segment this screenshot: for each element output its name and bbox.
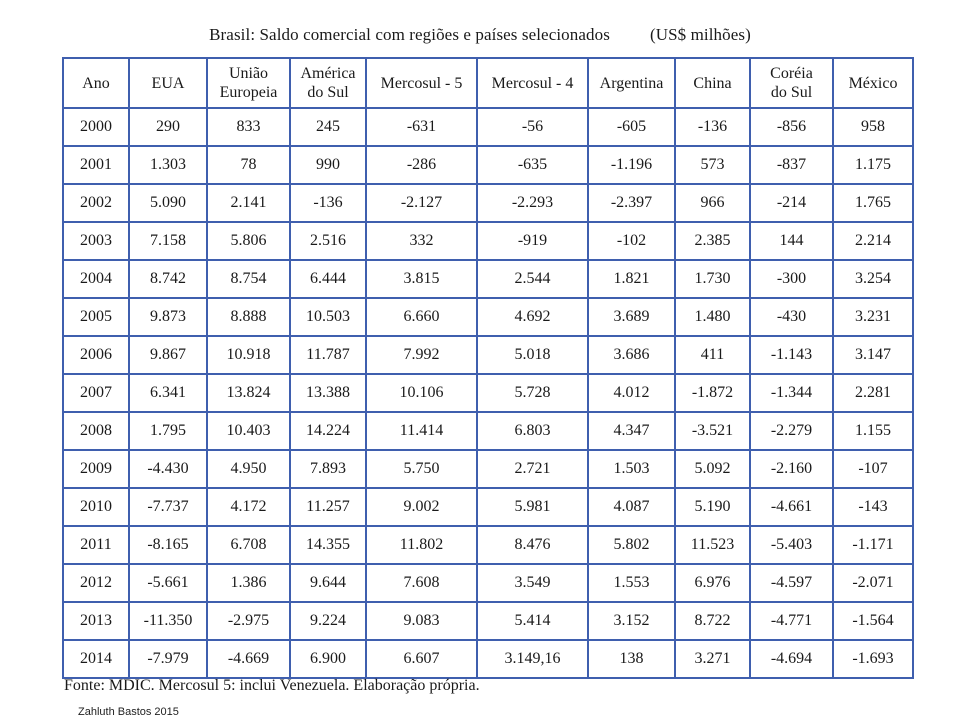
value-cell: 411 <box>675 336 750 374</box>
value-cell: 6.444 <box>290 260 366 298</box>
value-cell: 1.155 <box>833 412 913 450</box>
value-cell: 5.414 <box>477 602 588 640</box>
table-row <box>63 602 913 640</box>
value-cell: 6.708 <box>207 526 290 564</box>
value-cell: 3.549 <box>477 564 588 602</box>
value-cell: -856 <box>750 108 833 146</box>
value-cell: -1.872 <box>675 374 750 412</box>
table-row <box>63 526 913 564</box>
value-cell: -1.196 <box>588 146 675 184</box>
value-cell: 10.403 <box>207 412 290 450</box>
column-header-text: Coréia <box>770 65 813 82</box>
value-cell: -635 <box>477 146 588 184</box>
value-cell: 3.152 <box>588 602 675 640</box>
value-cell: -919 <box>477 222 588 260</box>
year-cell: 2012 <box>63 564 129 602</box>
value-cell: 2.544 <box>477 260 588 298</box>
value-cell: 6.341 <box>129 374 207 412</box>
value-cell: 7.893 <box>290 450 366 488</box>
value-cell: -837 <box>750 146 833 184</box>
value-cell: 6.660 <box>366 298 477 336</box>
value-cell: 9.083 <box>366 602 477 640</box>
value-cell: -136 <box>290 184 366 222</box>
value-cell: -5.661 <box>129 564 207 602</box>
table-row <box>63 450 913 488</box>
value-cell: 13.388 <box>290 374 366 412</box>
value-cell: 2.214 <box>833 222 913 260</box>
value-cell: -4.771 <box>750 602 833 640</box>
column-header <box>675 58 750 108</box>
year-cell: 2011 <box>63 526 129 564</box>
value-cell: 11.414 <box>366 412 477 450</box>
value-cell: 5.981 <box>477 488 588 526</box>
column-header-text: Europeia <box>219 84 278 101</box>
value-cell: 2.141 <box>207 184 290 222</box>
column-header <box>477 58 588 108</box>
year-cell: 2000 <box>63 108 129 146</box>
table-row <box>63 222 913 260</box>
value-cell: 2.281 <box>833 374 913 412</box>
value-cell: 3.815 <box>366 260 477 298</box>
year-cell: 2008 <box>63 412 129 450</box>
value-cell: 6.976 <box>675 564 750 602</box>
value-cell: 5.750 <box>366 450 477 488</box>
value-cell: -214 <box>750 184 833 222</box>
value-cell: 5.806 <box>207 222 290 260</box>
value-cell: 8.888 <box>207 298 290 336</box>
table-row <box>63 412 913 450</box>
table-row <box>63 146 913 184</box>
value-cell: -1.693 <box>833 640 913 678</box>
value-cell: 5.090 <box>129 184 207 222</box>
value-cell: -631 <box>366 108 477 146</box>
value-cell: -7.737 <box>129 488 207 526</box>
value-cell: 1.175 <box>833 146 913 184</box>
year-cell: 2010 <box>63 488 129 526</box>
value-cell: 245 <box>290 108 366 146</box>
value-cell: 1.821 <box>588 260 675 298</box>
value-cell: 11.787 <box>290 336 366 374</box>
year-cell: 2013 <box>63 602 129 640</box>
value-cell: 11.523 <box>675 526 750 564</box>
value-cell: 3.686 <box>588 336 675 374</box>
column-header <box>366 58 477 108</box>
value-cell: -2.160 <box>750 450 833 488</box>
value-cell: 290 <box>129 108 207 146</box>
value-cell: 8.722 <box>675 602 750 640</box>
value-cell: 1.480 <box>675 298 750 336</box>
value-cell: 78 <box>207 146 290 184</box>
year-cell: 2007 <box>63 374 129 412</box>
value-cell: 2.516 <box>290 222 366 260</box>
value-cell: 2.721 <box>477 450 588 488</box>
value-cell: -2.071 <box>833 564 913 602</box>
value-cell: 10.503 <box>290 298 366 336</box>
value-cell: 3.254 <box>833 260 913 298</box>
value-cell: 7.608 <box>366 564 477 602</box>
table-row <box>63 298 913 336</box>
value-cell: 4.087 <box>588 488 675 526</box>
value-cell: -2.279 <box>750 412 833 450</box>
value-cell: -1.564 <box>833 602 913 640</box>
value-cell: 13.824 <box>207 374 290 412</box>
column-header-text: Mercosul - 5 <box>380 74 463 92</box>
value-cell: 9.867 <box>129 336 207 374</box>
value-cell: 138 <box>588 640 675 678</box>
value-cell: 1.303 <box>129 146 207 184</box>
table-row <box>63 336 913 374</box>
table-row <box>63 184 913 222</box>
value-cell: -7.979 <box>129 640 207 678</box>
value-cell: -300 <box>750 260 833 298</box>
value-cell: 4.950 <box>207 450 290 488</box>
column-header-text: Ano <box>82 74 110 92</box>
year-cell: 2004 <box>63 260 129 298</box>
year-cell: 2014 <box>63 640 129 678</box>
value-cell: 6.900 <box>290 640 366 678</box>
value-cell: -4.694 <box>750 640 833 678</box>
value-cell: 1.795 <box>129 412 207 450</box>
value-cell: -1.171 <box>833 526 913 564</box>
value-cell: 144 <box>750 222 833 260</box>
table-row <box>63 260 913 298</box>
value-cell: -102 <box>588 222 675 260</box>
value-cell: 10.106 <box>366 374 477 412</box>
value-cell: -56 <box>477 108 588 146</box>
title-main: Brasil: Saldo comercial com regiões e países selecionados <box>209 25 610 44</box>
year-cell: 2001 <box>63 146 129 184</box>
column-header-text: União <box>228 65 269 82</box>
table-header-row <box>63 58 913 108</box>
value-cell: 5.092 <box>675 450 750 488</box>
value-cell: 4.172 <box>207 488 290 526</box>
value-cell: 8.754 <box>207 260 290 298</box>
value-cell: 14.355 <box>290 526 366 564</box>
column-header <box>750 58 833 108</box>
value-cell: -1.143 <box>750 336 833 374</box>
value-cell: 3.231 <box>833 298 913 336</box>
column-header <box>833 58 913 108</box>
value-cell: -3.521 <box>675 412 750 450</box>
column-header-text: América <box>300 65 356 82</box>
value-cell: 833 <box>207 108 290 146</box>
value-cell: 958 <box>833 108 913 146</box>
value-cell: 1.386 <box>207 564 290 602</box>
value-cell: -11.350 <box>129 602 207 640</box>
column-header-text: China <box>693 74 732 92</box>
column-header-text: México <box>848 74 898 92</box>
value-cell: 7.158 <box>129 222 207 260</box>
value-cell: -2.397 <box>588 184 675 222</box>
value-cell: -2.975 <box>207 602 290 640</box>
table-row <box>63 640 913 678</box>
year-cell: 2009 <box>63 450 129 488</box>
column-header-text: Argentina <box>599 74 664 92</box>
value-cell: -2.127 <box>366 184 477 222</box>
value-cell: 5.728 <box>477 374 588 412</box>
column-header-text: Mercosul - 4 <box>491 74 574 92</box>
value-cell: 6.803 <box>477 412 588 450</box>
value-cell: 966 <box>675 184 750 222</box>
column-header-text: do Sul <box>770 84 813 101</box>
title-units: (US$ milhões) <box>649 25 751 44</box>
trade-balance-table <box>62 57 914 679</box>
value-cell: 9.644 <box>290 564 366 602</box>
credit-note: Zahluth Bastos 2015 <box>78 706 179 718</box>
value-cell: 9.873 <box>129 298 207 336</box>
value-cell: 9.224 <box>290 602 366 640</box>
value-cell: -136 <box>675 108 750 146</box>
value-cell: 2.385 <box>675 222 750 260</box>
year-cell: 2003 <box>63 222 129 260</box>
year-cell: 2002 <box>63 184 129 222</box>
value-cell: -430 <box>750 298 833 336</box>
value-cell: 332 <box>366 222 477 260</box>
value-cell: -605 <box>588 108 675 146</box>
value-cell: 1.503 <box>588 450 675 488</box>
value-cell: 11.802 <box>366 526 477 564</box>
value-cell: 9.002 <box>366 488 477 526</box>
value-cell: 4.692 <box>477 298 588 336</box>
value-cell: -286 <box>366 146 477 184</box>
value-cell: -2.293 <box>477 184 588 222</box>
value-cell: 3.689 <box>588 298 675 336</box>
value-cell: -4.597 <box>750 564 833 602</box>
value-cell: -5.403 <box>750 526 833 564</box>
table-row <box>63 108 913 146</box>
value-cell: 3.149,16 <box>477 640 588 678</box>
table-title <box>0 25 960 45</box>
value-cell: 573 <box>675 146 750 184</box>
column-header <box>63 58 129 108</box>
year-cell: 2006 <box>63 336 129 374</box>
column-header <box>207 58 290 108</box>
column-header <box>129 58 207 108</box>
value-cell: 10.918 <box>207 336 290 374</box>
value-cell: -107 <box>833 450 913 488</box>
value-cell: 4.347 <box>588 412 675 450</box>
table-row <box>63 488 913 526</box>
value-cell: 1.730 <box>675 260 750 298</box>
source-note: Fonte: MDIC. Mercosul 5: inclui Venezuela. Elaboração própria. <box>64 677 480 694</box>
table-row <box>63 564 913 602</box>
value-cell: 990 <box>290 146 366 184</box>
value-cell: 5.018 <box>477 336 588 374</box>
value-cell: 5.190 <box>675 488 750 526</box>
value-cell: 1.765 <box>833 184 913 222</box>
value-cell: -8.165 <box>129 526 207 564</box>
table-body <box>63 108 913 678</box>
value-cell: 8.742 <box>129 260 207 298</box>
value-cell: 14.224 <box>290 412 366 450</box>
column-header <box>290 58 366 108</box>
value-cell: -4.430 <box>129 450 207 488</box>
value-cell: -1.344 <box>750 374 833 412</box>
value-cell: 8.476 <box>477 526 588 564</box>
column-header-text: EUA <box>151 74 185 92</box>
column-header <box>588 58 675 108</box>
value-cell: 5.802 <box>588 526 675 564</box>
value-cell: 6.607 <box>366 640 477 678</box>
value-cell: 11.257 <box>290 488 366 526</box>
value-cell: 1.553 <box>588 564 675 602</box>
value-cell: -4.669 <box>207 640 290 678</box>
table-row <box>63 374 913 412</box>
value-cell: 4.012 <box>588 374 675 412</box>
value-cell: 3.271 <box>675 640 750 678</box>
value-cell: 7.992 <box>366 336 477 374</box>
value-cell: 3.147 <box>833 336 913 374</box>
column-header-text: do Sul <box>307 84 349 101</box>
value-cell: -143 <box>833 488 913 526</box>
value-cell: -4.661 <box>750 488 833 526</box>
year-cell: 2005 <box>63 298 129 336</box>
